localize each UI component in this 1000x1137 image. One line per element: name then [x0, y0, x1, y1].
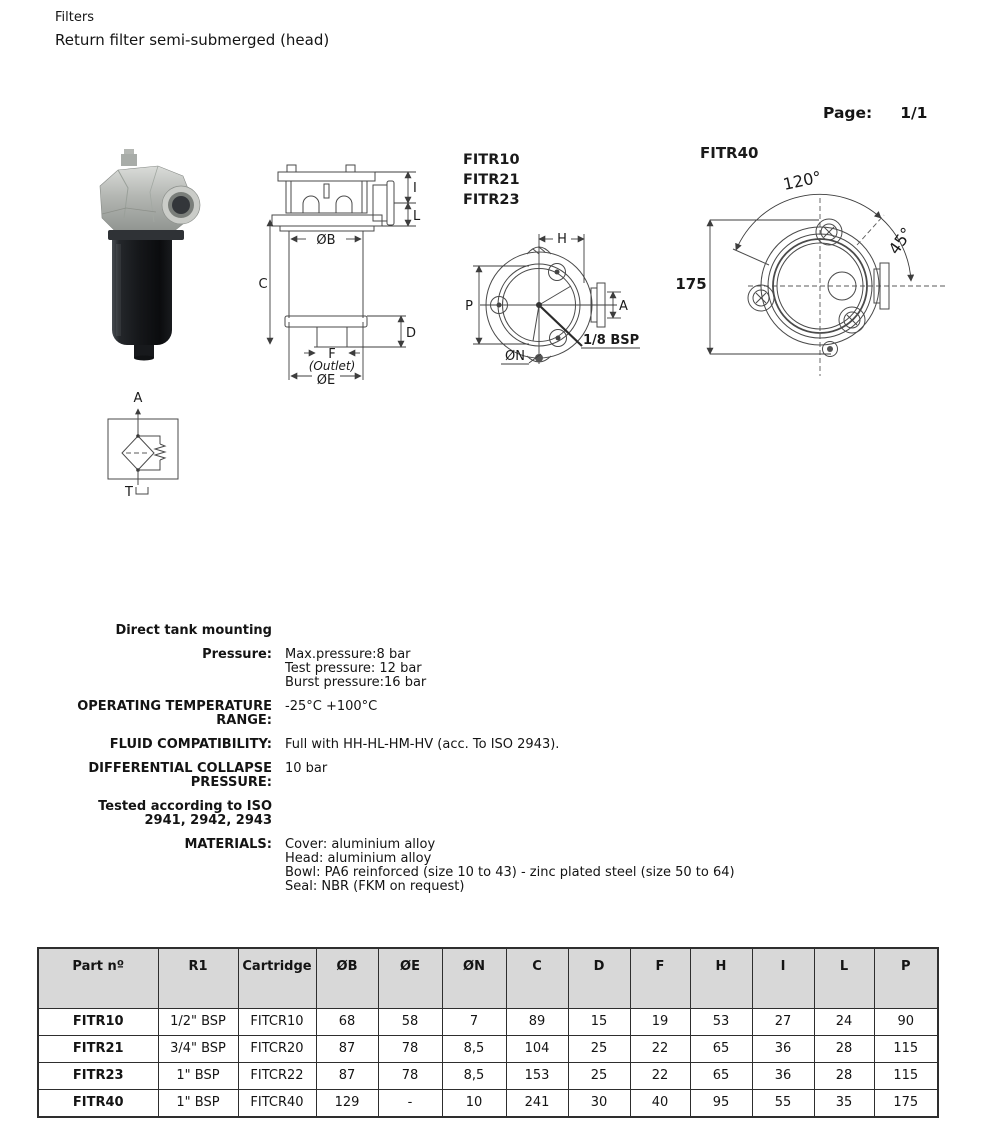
- spec-label-line: Tested according to ISO: [98, 799, 272, 814]
- cell-i: 36: [752, 1062, 814, 1089]
- spec-label-line: OPERATING TEMPERATURE: [77, 699, 272, 714]
- spec-value: [285, 838, 735, 894]
- cell-c: 89: [506, 1008, 568, 1035]
- cell-i: 27: [752, 1008, 814, 1035]
- spec-value-line: 10 bar: [285, 761, 328, 776]
- spec-label: [40, 762, 272, 790]
- table-row-fitr21: [38, 1035, 938, 1062]
- cell-ob: 129: [316, 1089, 378, 1117]
- spec-label: [40, 800, 272, 828]
- spec-row-collapse: [40, 762, 830, 790]
- cell-c: 241: [506, 1089, 568, 1117]
- col-header-d: D: [568, 948, 630, 1008]
- cell-cartridge: FITCR20: [238, 1035, 316, 1062]
- spec-value: [285, 762, 327, 790]
- cell-l: 24: [814, 1008, 874, 1035]
- cell-l: 28: [814, 1035, 874, 1062]
- cell-c: 104: [506, 1035, 568, 1062]
- cell-ob: 68: [316, 1008, 378, 1035]
- cell-p: 115: [874, 1062, 938, 1089]
- col-header-c: C: [506, 948, 568, 1008]
- spec-label-line: 2941, 2942, 2943: [144, 813, 272, 828]
- col-header-cartridge: Cartridge: [238, 948, 316, 1008]
- spec-row-mounting: [40, 624, 830, 638]
- side-view-dimensions: [270, 172, 416, 380]
- cell-oe: 78: [378, 1062, 442, 1089]
- spec-label-line: Pressure:: [202, 647, 272, 662]
- spec-value-line: Burst pressure:16 bar: [285, 675, 427, 690]
- dim-label-p: P: [465, 299, 473, 314]
- dim-label-oe: ØE: [316, 373, 336, 388]
- cell-l: 28: [814, 1062, 874, 1089]
- col-header-l: L: [814, 948, 874, 1008]
- page-indicator: [823, 104, 927, 122]
- cell-on: 8,5: [442, 1035, 506, 1062]
- spec-value-line: Cover: aluminium alloy: [285, 837, 436, 852]
- dim-label-i: I: [413, 181, 417, 196]
- dim-label-a: A: [619, 299, 628, 314]
- cell-d: 25: [568, 1035, 630, 1062]
- model-label-fitr23: FITR23: [463, 192, 520, 208]
- cell-oe: -: [378, 1089, 442, 1117]
- cell-ob: 87: [316, 1035, 378, 1062]
- spec-label: [40, 700, 272, 728]
- col-header-oe: ØE: [378, 948, 442, 1008]
- cell-on: 8,5: [442, 1062, 506, 1089]
- col-header-on: ØN: [442, 948, 506, 1008]
- spec-row-temperature: [40, 700, 830, 728]
- cell-d: 15: [568, 1008, 630, 1035]
- cell-oe: 58: [378, 1008, 442, 1035]
- spec-label-line: PRESSURE:: [190, 775, 272, 790]
- cell-on: 7: [442, 1008, 506, 1035]
- cell-f: 40: [630, 1089, 690, 1117]
- cell-cartridge: FITCR40: [238, 1089, 316, 1117]
- col-header-r1: R1: [158, 948, 238, 1008]
- cell-f: 22: [630, 1035, 690, 1062]
- cell-part: FITR40: [38, 1089, 158, 1117]
- spec-label: [40, 648, 272, 690]
- col-header-p: P: [874, 948, 938, 1008]
- spec-label-line: DIFFERENTIAL COLLAPSE: [88, 761, 272, 776]
- cell-c: 153: [506, 1062, 568, 1089]
- angle-label-120: 120°: [781, 167, 824, 194]
- spec-value-line: -25°C +100°C: [285, 699, 378, 714]
- dim-label-l: L: [413, 209, 421, 224]
- spec-value-line: Bowl: PA6 reinforced (size 10 to 43) - zinc plated steel (size 50 to 64): [285, 865, 735, 880]
- cell-part: FITR21: [38, 1035, 158, 1062]
- spec-label-line: Direct tank mounting: [115, 623, 272, 638]
- col-header-ob: ØB: [316, 948, 378, 1008]
- model-label-fitr40: FITR40: [700, 144, 759, 162]
- spec-value: [285, 700, 377, 728]
- cell-part: FITR10: [38, 1008, 158, 1035]
- cell-r1: 1/2" BSP: [158, 1008, 238, 1035]
- spec-label: [40, 838, 272, 894]
- dim-label-outlet: (Outlet): [308, 359, 356, 373]
- cell-p: 90: [874, 1008, 938, 1035]
- cell-r1: 1" BSP: [158, 1062, 238, 1089]
- cell-i: 36: [752, 1035, 814, 1062]
- spec-value-line: Head: aluminium alloy: [285, 851, 432, 866]
- table-header-row: [38, 948, 938, 1008]
- cell-f: 19: [630, 1008, 690, 1035]
- table-row-fitr40: [38, 1089, 938, 1117]
- spec-label-line: MATERIALS:: [184, 837, 272, 852]
- cell-h: 65: [690, 1035, 752, 1062]
- fitr40-body: [748, 198, 945, 376]
- photo-bowl: [108, 230, 184, 361]
- side-view-head: [272, 165, 394, 231]
- spec-value: [285, 738, 559, 752]
- cell-r1: 3/4" BSP: [158, 1035, 238, 1062]
- dim-label-ob: ØB: [316, 233, 336, 248]
- dim-label-bsp: 1/8 BSP: [583, 333, 640, 348]
- category-label: Filters: [55, 10, 94, 25]
- col-header-f: F: [630, 948, 690, 1008]
- table-row-fitr10: [38, 1008, 938, 1035]
- symbol-graphics: [108, 409, 178, 494]
- cell-h: 53: [690, 1008, 752, 1035]
- page-indicator-label: Page:: [823, 104, 873, 122]
- cell-cartridge: FITCR22: [238, 1062, 316, 1089]
- dim-label-h: H: [557, 232, 567, 247]
- cell-oe: 78: [378, 1035, 442, 1062]
- col-header-i: I: [752, 948, 814, 1008]
- col-header-h: H: [690, 948, 752, 1008]
- side-view-bowl: [285, 231, 367, 347]
- spec-value: [285, 648, 426, 690]
- cell-r1: 1" BSP: [158, 1089, 238, 1117]
- page-indicator-value: 1/1: [900, 104, 928, 122]
- cell-i: 55: [752, 1089, 814, 1117]
- spec-label: [40, 738, 272, 752]
- cell-p: 115: [874, 1035, 938, 1062]
- spec-value-line: Seal: NBR (FKM on request): [285, 879, 465, 894]
- cell-d: 30: [568, 1089, 630, 1117]
- cell-ob: 87: [316, 1062, 378, 1089]
- dimensions-table: [37, 947, 939, 1118]
- cell-h: 65: [690, 1062, 752, 1089]
- side-view-drawing: [256, 156, 428, 396]
- spec-label: [40, 624, 272, 638]
- cell-p: 175: [874, 1089, 938, 1117]
- cell-l: 35: [814, 1089, 874, 1117]
- cell-d: 25: [568, 1062, 630, 1089]
- page-title: Return filter semi-submerged (head): [55, 31, 330, 49]
- col-header-part: Part nº: [38, 948, 158, 1008]
- spec-label-line: RANGE:: [216, 713, 272, 728]
- fitr40-drawing: [653, 136, 988, 391]
- dim-label-c: C: [258, 277, 268, 292]
- cell-part: FITR23: [38, 1062, 158, 1089]
- symbol-port-a-label: A: [133, 391, 143, 406]
- spec-row-fluid: [40, 738, 830, 752]
- filter-photo: [86, 146, 206, 364]
- specifications: [40, 624, 830, 904]
- photo-head: [100, 149, 200, 234]
- table-row-fitr23: [38, 1062, 938, 1089]
- dim-label-on: ØN: [505, 349, 525, 364]
- model-label-fitr21: FITR21: [463, 172, 520, 188]
- spec-label-line: FLUID COMPATIBILITY:: [109, 737, 272, 752]
- spec-row-tested: [40, 800, 830, 828]
- front-view-drawing: [455, 146, 655, 384]
- cell-on: 10: [442, 1089, 506, 1117]
- dim-label-175: 175: [675, 275, 707, 293]
- dim-label-f: F: [328, 347, 336, 362]
- cell-f: 22: [630, 1062, 690, 1089]
- cell-h: 95: [690, 1089, 752, 1117]
- spec-value-line: Max.pressure:8 bar: [285, 647, 411, 662]
- fitr40-angles: [733, 194, 911, 281]
- cell-cartridge: FITCR10: [238, 1008, 316, 1035]
- spec-value-line: Full with HH-HL-HM-HV (acc. To ISO 2943).: [285, 737, 560, 752]
- symbol-port-t-label: T: [125, 485, 133, 500]
- spec-row-materials: [40, 838, 830, 894]
- spec-row-pressure: [40, 648, 830, 690]
- model-label-fitr10: FITR10: [463, 152, 520, 168]
- dim-label-d: D: [406, 326, 417, 341]
- hydraulic-symbol: [88, 388, 183, 503]
- angle-label-45: 45°: [884, 223, 917, 258]
- spec-value-line: Test pressure: 12 bar: [285, 661, 422, 676]
